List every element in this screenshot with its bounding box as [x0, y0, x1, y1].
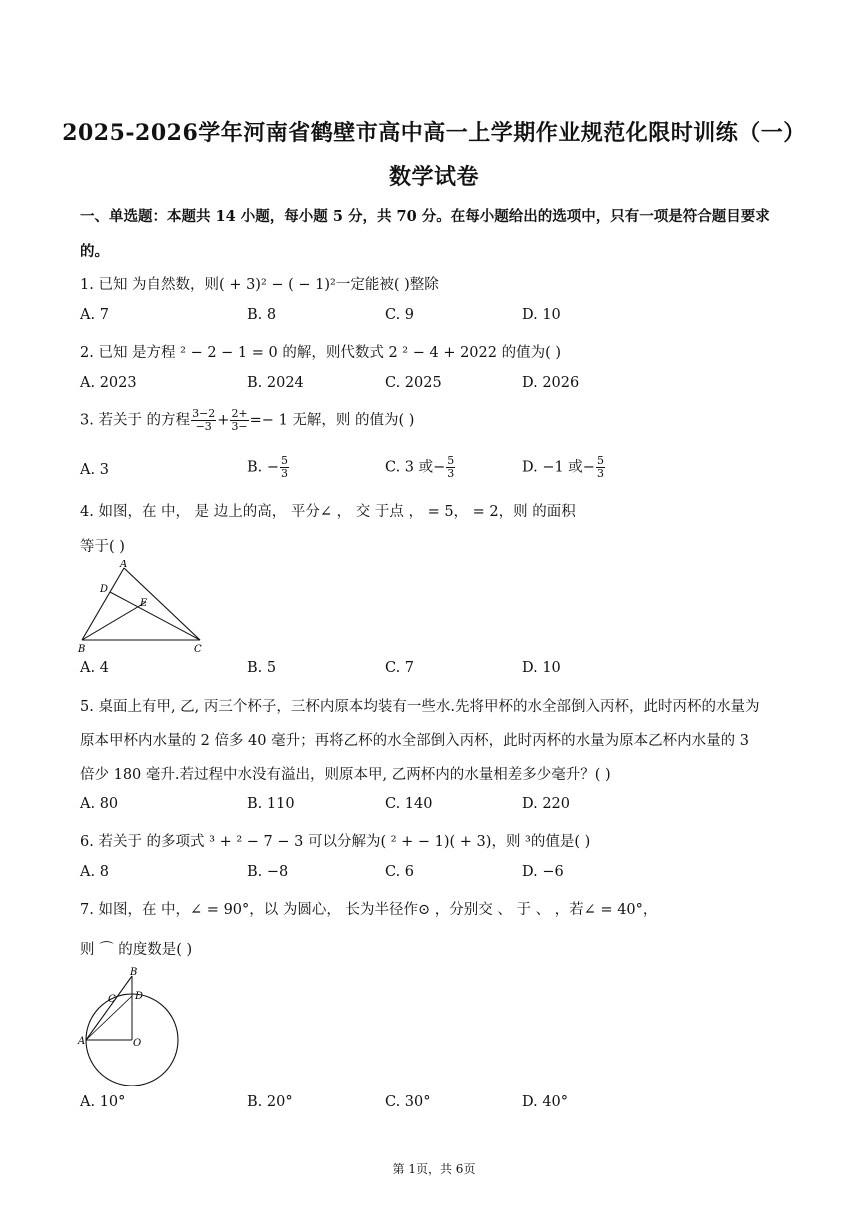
- q3-prefix: 3. 若关于 的方程: [80, 412, 191, 429]
- q6-option-d: D. −6: [522, 864, 564, 880]
- q7-option-b: B. 20°: [247, 1094, 293, 1110]
- q6-option-b: B. −8: [247, 864, 289, 880]
- label-a: A: [120, 560, 128, 570]
- q2-option-a: A. 2023: [80, 375, 137, 391]
- label-b: B: [130, 967, 138, 978]
- q7-option-c: C. 30°: [385, 1094, 431, 1110]
- q3-option-b: [247, 455, 290, 480]
- label-d: D: [100, 584, 109, 595]
- exam-title: 2025-2026学年河南省鹤壁市高中高一上学期作业规范化限时训练（一）: [62, 120, 806, 146]
- q3-optd-prefix: D. −1 或−: [522, 459, 595, 476]
- q5-option-c: C. 140: [385, 796, 433, 812]
- q6-option-c: C. 6: [385, 864, 415, 880]
- side-ab: [82, 568, 124, 640]
- q5-option-a: A. 80: [80, 796, 119, 812]
- q3-optb-prefix: B. −: [247, 459, 280, 476]
- q3-optc-prefix: C. 3 或−: [385, 459, 446, 476]
- q4-option-b: B. 5: [247, 660, 277, 676]
- q5-option-d: D. 220: [522, 796, 571, 812]
- page-footer: 第 1页，共 6页: [392, 1162, 476, 1176]
- circle-figure: [76, 966, 186, 1086]
- q3-fraction-2: [230, 408, 248, 433]
- label-b: B: [78, 644, 86, 655]
- q2-option-d: D. 2026: [522, 375, 580, 391]
- q1-option-d: D. 10: [522, 307, 561, 323]
- q3-optb-num: 5: [281, 454, 289, 467]
- label-a: A: [78, 1036, 86, 1047]
- q3-optd-den: 3: [596, 467, 604, 480]
- q4-option-c: C. 7: [385, 660, 415, 676]
- question-7-stem-cont: 则 ⌒ 的度数是( ): [80, 942, 193, 958]
- question-1-stem: 1. 已知 为自然数，则( + 3)² − ( − 1)²一定能被( )整除: [80, 277, 439, 293]
- q1-option-a: A. 7: [80, 307, 109, 323]
- q3-optb-den: 3: [281, 467, 289, 480]
- q3-fraction-1: [191, 408, 216, 433]
- q3-option-c: [385, 455, 456, 480]
- q3-optc-den: 3: [447, 467, 455, 480]
- q3-suffix: =− 1 无解，则 的值为( ): [249, 412, 415, 429]
- q3-option-a: A. 3: [80, 462, 109, 478]
- label-e: E: [140, 598, 148, 609]
- q5-option-b: B. 110: [247, 796, 295, 812]
- q3-optd-frac: [596, 455, 605, 480]
- q3-optc-frac: [446, 455, 455, 480]
- question-2-stem: 2. 已知 是方程 ² − 2 − 1 = 0 的解，则代数式 2 ² − 4 + 2022 的值为( ): [80, 345, 562, 361]
- question-4-stem: 4. 如图，在 中， 是 边上的高， 平分∠ ， 交 于点 ， = 5， = 2，则 的面积: [80, 504, 576, 520]
- q7-option-a: A. 10°: [80, 1094, 126, 1110]
- question-5-stem-cont-1: 原本甲杯内水量的 2 倍多 40 毫升；再将乙杯的水全部倒入丙杯，此时丙杯的水量为原本乙杯内水量的 3: [80, 733, 749, 749]
- segment-ab: [86, 976, 132, 1040]
- side-ac: [124, 568, 200, 640]
- q2-option-c: C. 2025: [385, 375, 442, 391]
- label-c: C: [194, 644, 202, 655]
- question-5-stem: 5. 桌面上有甲, 乙, 丙三个杯子，三杯内原本均装有一些水.先将甲杯的水全部倒入丙杯，此时丙杯的水量为: [80, 699, 760, 715]
- question-7-stem: 7. 如图，在 中，∠ = 90°，以 为圆心， 长为半径作⊙ ，分别交 、 于 、 ，若∠ = 40°，: [80, 902, 658, 918]
- q3-optb-frac: [280, 455, 289, 480]
- segment-be: [82, 602, 146, 640]
- q4-option-d: D. 10: [522, 660, 561, 676]
- q3-optd-num: 5: [596, 454, 604, 467]
- label-d: D: [135, 991, 144, 1002]
- q3-optc-num: 5: [447, 454, 455, 467]
- q3-frac2-den: 3−: [231, 420, 248, 433]
- q3-frac2-num: 2+: [231, 407, 248, 420]
- q3-frac1-den: −3: [195, 420, 212, 433]
- triangle-figure: [76, 560, 216, 655]
- q3-plus: +: [217, 412, 230, 429]
- section-heading: 一、单选题：本题共 14 小题，每小题 5 分，共 70 分。在每小题给出的选项中，只有一项是符合题目要求: [80, 208, 770, 225]
- q2-option-b: B. 2024: [247, 375, 304, 391]
- question-6-stem: 6. 若关于 的多项式 ³ + ² − 7 − 3 可以分解为( ² + − 1)( + 3)，则 ³的值是( ): [80, 834, 591, 850]
- exam-subtitle: 数学试卷: [388, 164, 479, 190]
- q4-option-a: A. 4: [80, 660, 109, 676]
- segment-dc: [110, 592, 200, 640]
- q7-option-d: D. 40°: [522, 1094, 569, 1110]
- q1-option-c: C. 9: [385, 307, 415, 323]
- q3-option-d: [522, 455, 606, 480]
- question-5-stem-cont-2: 倍少 180 毫升.若过程中水没有溢出，则原本甲, 乙两杯内的水量相差多少毫升？( ): [80, 767, 611, 783]
- q6-option-a: A. 8: [80, 864, 109, 880]
- label-c: C: [108, 994, 116, 1005]
- section-heading-cont: 的。: [80, 243, 109, 260]
- label-o: O: [133, 1038, 142, 1049]
- q3-frac1-num: 3−2: [192, 407, 216, 420]
- question-4-stem-cont: 等于( ): [80, 539, 125, 555]
- q1-option-b: B. 8: [247, 307, 277, 323]
- question-3-stem: [80, 408, 414, 433]
